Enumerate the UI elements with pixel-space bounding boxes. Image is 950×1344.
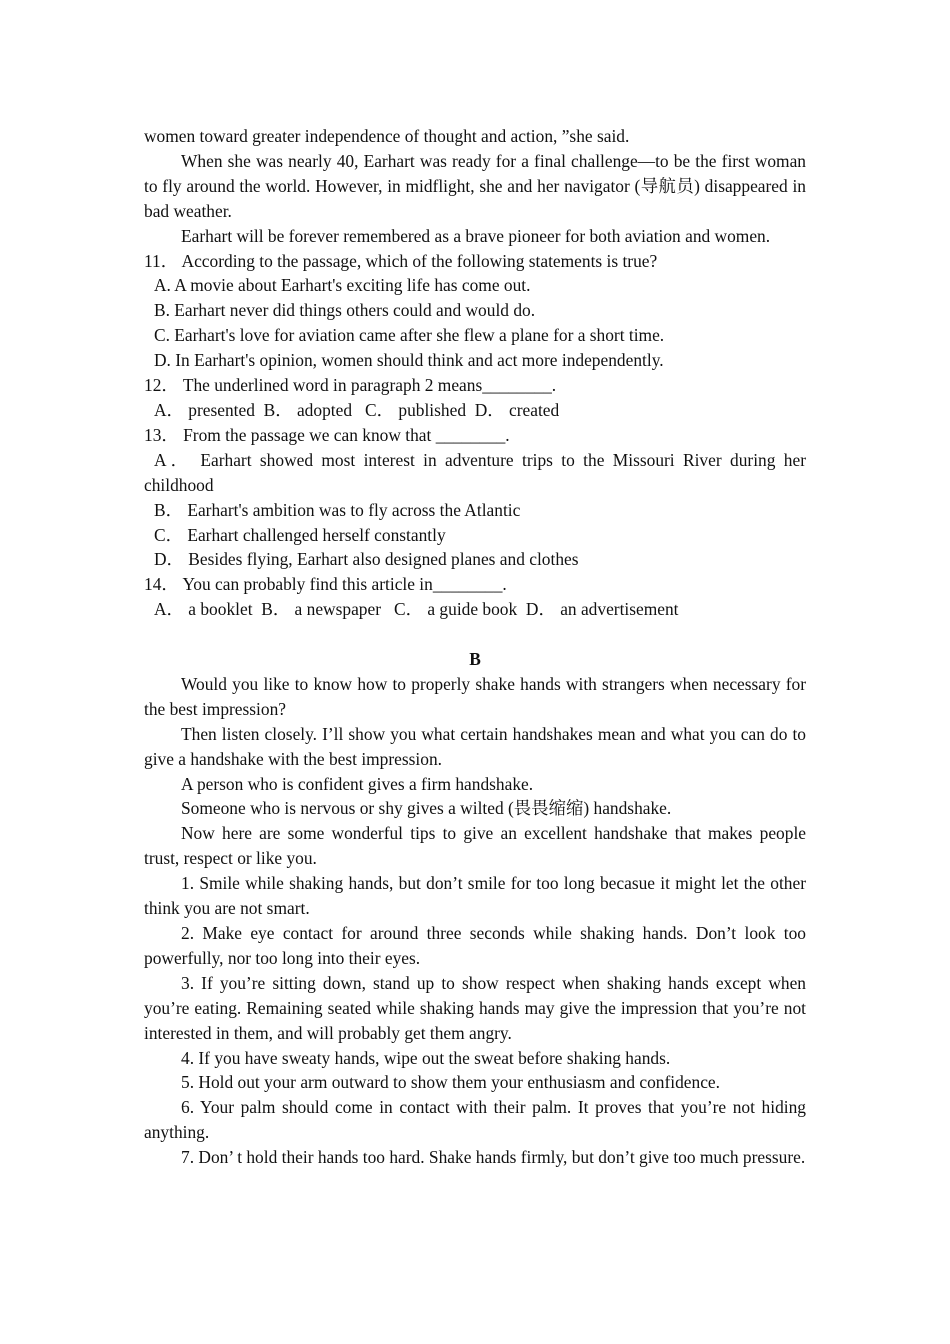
section-b-tip-1: 1. Smile while shaking hands, but don’t smile for too long becasue it might let the other think you are not smart. xyxy=(144,873,806,919)
question-13-option-b: B． Earhart's ambition was to fly across the Atlantic xyxy=(154,499,521,520)
question-13-option-d: D． Besides flying, Earhart also designed planes and clothes xyxy=(154,549,579,570)
section-b-tip-6: 6. Your palm should come in contact with their palm. It proves that you’re not hiding anything. xyxy=(144,1097,806,1143)
document-page xyxy=(144,124,806,1170)
section-b-heading: B xyxy=(469,649,481,670)
section-b-paragraph-1: Would you like to know how to properly shake hands with strangers when necessary for the best impression? xyxy=(144,673,806,719)
section-b-tip-4: 4. If you have sweaty hands, wipe out the sweat before shaking hands. xyxy=(181,1047,671,1068)
section-b-paragraph-2: Then listen closely. I’ll show you what certain handshakes mean and what you can do to give a handshake with the best impression. xyxy=(144,723,806,769)
question-11-option-b: B. Earhart never did things others could and would do. xyxy=(154,300,536,321)
question-12-options: A． presented B． adopted C． published D． created xyxy=(154,399,560,420)
question-13-option-a: A． Earhart showed most interest in adventure trips to the Missouri River during her childhood xyxy=(144,449,806,495)
question-12-stem: 12． The underlined word in paragraph 2 means________. xyxy=(144,375,557,396)
spacer xyxy=(144,622,806,647)
passage-a-paragraph-3: Earhart will be forever remembered as a brave pioneer for both aviation and women. xyxy=(181,225,771,246)
question-11-option-c: C. Earhart's love for aviation came after she flew a plane for a short time. xyxy=(154,325,665,346)
passage-a-paragraph-2: When she was nearly 40, Earhart was ready for a final challenge—to be the first woman to fly around the world. However, in midflight, she and her navigator (导航员) disappeared in bad weather. xyxy=(144,150,806,221)
question-11-option-d: D. In Earhart's opinion, women should think and act more independently. xyxy=(154,350,664,371)
passage-a-line-1: women toward greater independence of thought and action, ”she said. xyxy=(144,126,630,146)
question-14-options: A． a booklet B． a newspaper C． a guide book D． an advertisement xyxy=(154,599,679,620)
section-b-paragraph-3: A person who is confident gives a firm handshake. xyxy=(181,773,534,794)
section-b-tip-5: 5. Hold out your arm outward to show them your enthusiasm and confidence. xyxy=(181,1072,720,1093)
question-13-option-c: C． Earhart challenged herself constantly xyxy=(154,524,446,545)
section-b-tip-2: 2. Make eye contact for around three seconds while shaking hands. Don’t look too powerfully, nor too long into their eyes. xyxy=(144,922,806,968)
question-14-stem: 14． You can probably find this article in________. xyxy=(144,574,507,595)
question-11-stem: 11． According to the passage, which of the following statements is true? xyxy=(144,250,658,271)
section-b-paragraph-5: Now here are some wonderful tips to give an excellent handshake that makes people trust, respect or like you. xyxy=(144,823,806,869)
section-b-tip-7: 7. Don’ t hold their hands too hard. Shake hands firmly, but don’t give too much pressure. xyxy=(181,1147,806,1168)
question-11-option-a: A. A movie about Earhart's exciting life has come out. xyxy=(154,275,531,296)
question-13-stem: 13． From the passage we can know that ________. xyxy=(144,424,510,445)
section-b-tip-3: 3. If you’re sitting down, stand up to show respect when shaking hands except when you’re eating. Remaining seated while shaking hands may give the impression that you’re not interested in them, and will probably get them angry. xyxy=(144,972,806,1043)
section-b-paragraph-4: Someone who is nervous or shy gives a wilted (畏畏缩缩) handshake. xyxy=(181,798,672,819)
